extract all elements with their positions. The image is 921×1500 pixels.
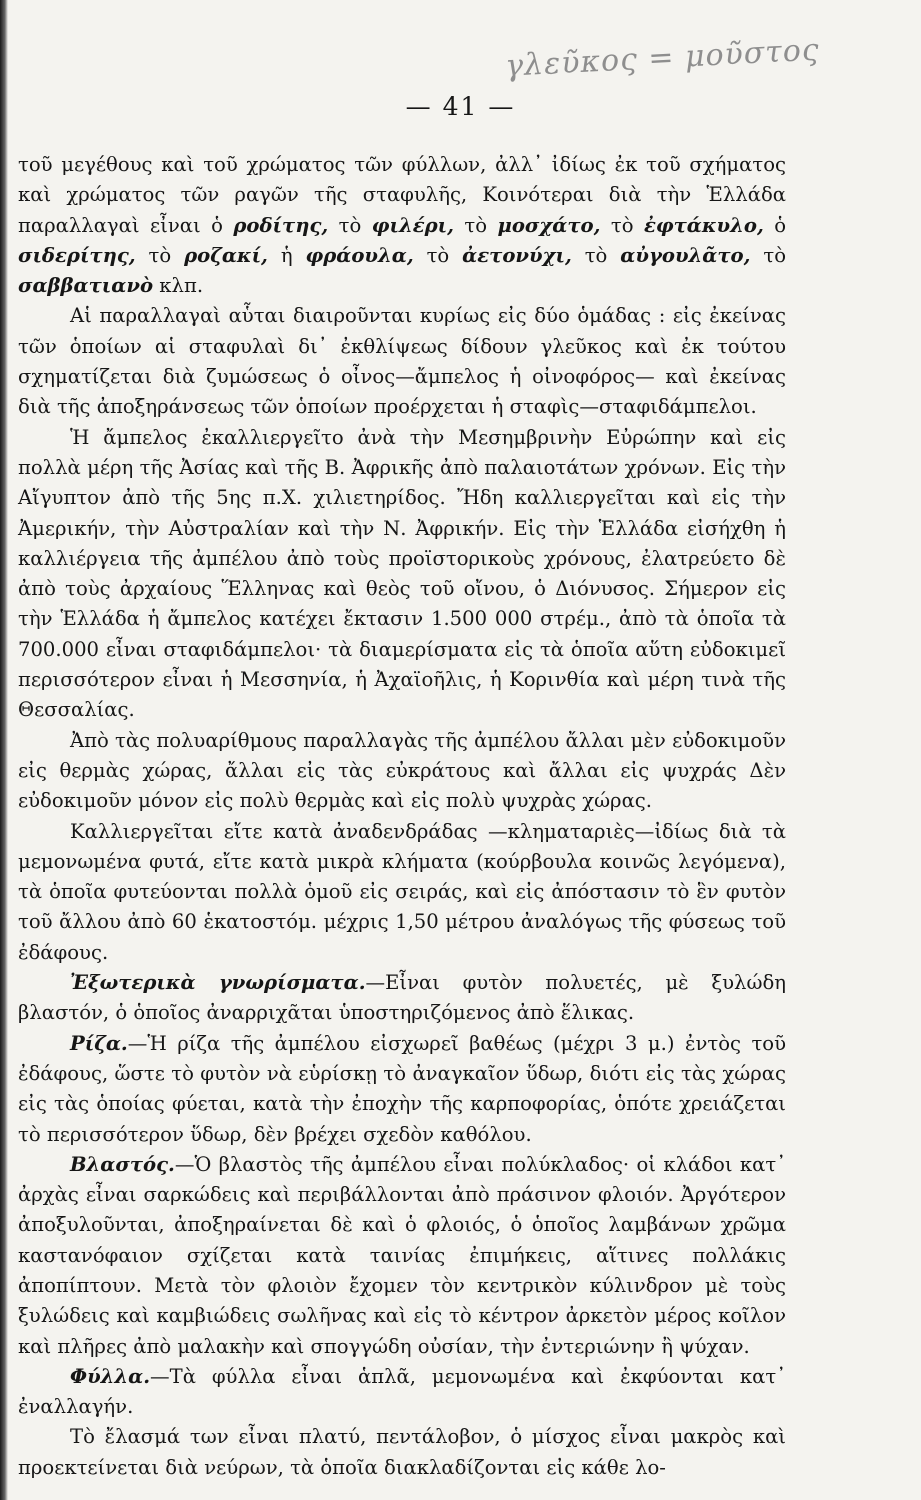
text-run: Ἡ ἄμπελος ἐκαλλιεργεῖτο ἀνὰ τὴν Μεσημβρινὴν Εὐρώπην καὶ εἰς πολλὰ μέρη τῆς Ἀσίας καὶ τῆς Β. Ἀφρικῆς ἀπὸ παλαιοτάτων χρόνων. Εἰς τὴν Αἴγυπτον ἀπὸ τῆς 5ης π.Χ. χιλιετηρίδος. Ἤδη καλλιεργεῖται καὶ εἰς τὴν Ἀμερικήν, τὴν Αὐστραλίαν καὶ τὴν Ν. Ἀφρικήν. Εἰς τὴν Ἑλλάδα εἰσήχθη ἡ καλλιέργεια τῆς ἀμπέλου ἀπὸ τοὺς προϊστορικοὺς χρόνους, ἐλατρεύετο δὲ ἀπὸ τοὺς ἀρχαίους Ἕλληνας καὶ θεὸς τοῦ οἴνου, ὁ Διόνυσος. Σήμερον εἰς τὴν Ἑλλάδα ἡ ἄμπελος κατέχει ἔκτασιν 1.500 000 στρέμ., ἀπὸ τὰ ὁποῖα τὰ 700.000 εἶναι σταφιδάμπελοι· τὰ διαμερίσματα εἰς τὰ ὁποῖα αὕτη εὐδοκιμεῖ περισσότερον εἶναι ἡ Μεσσηνία, ἡ Ἀχαϊοῆλις, ἡ Κορινθία καὶ μέρη τινὰ τῆς Θεσσαλίας. bbox=[18, 425, 786, 722]
text-run: Καλλιεργεῖται εἴτε κατὰ ἀναδενδράδας —κληματαριὲς—ἰδίως διὰ τὰ μεμονωμένα φυτά, εἴτε κατὰ μικρὰ κλήματα (κούρβουλα κοινῶς λεγόμενα), τὰ ὁποῖα φυτεύονται πολλὰ ὁμοῦ εἰς σειράς, καὶ εἰς ἀπόστασιν τὸ ἓν φυτὸν τοῦ ἄλλου ἀπὸ 60 ἑκατοστόμ. μέχρις 1,50 μέτρου ἀναλόγως τῆς φύσεως τοῦ ἐδάφους. bbox=[18, 819, 786, 964]
page-number: — 41 — bbox=[405, 92, 516, 121]
emphasized-term: σιδερίτης, bbox=[18, 243, 136, 267]
text-run: —Τὰ φύλλα εἶναι ἁπλᾶ, μεμονωμένα καὶ ἐκφύονται κατ᾽ ἐναλλαγήν. bbox=[18, 1364, 786, 1419]
emphasized-term: ροδίτης, bbox=[233, 213, 329, 237]
paragraph bbox=[18, 1422, 786, 1483]
paragraph bbox=[18, 301, 786, 422]
scan-edge-shadow bbox=[0, 0, 8, 1500]
text-run: τὸ bbox=[135, 243, 185, 267]
emphasized-term: Βλαστός. bbox=[70, 1152, 175, 1176]
text-run: Ἀπὸ τὰς πολυαρίθμους παραλλαγὰς τῆς ἀμπέλου ἄλλαι μὲν εὐδοκιμοῦν εἰς θερμὰς χώρας, ἄλλαι εἰς τὰς εὐκράτους καὶ ἄλλαι εἰς ψυχράς Δὲν εὐδοκιμοῦν μόνον εἰς πολὺ θερμὰς καὶ εἰς πολὺ ψυχρὰς χώρας. bbox=[18, 728, 786, 813]
paragraph bbox=[18, 423, 786, 726]
text-run: τοῦ μεγέθους καὶ τοῦ χρώματος τῶν φύλλων, ἀλλ᾽ ἰδίως ἐκ τοῦ σχήματος καὶ χρώματος τῶν ραγῶν τῆς σταφυλῆς, Κοινότεραι διὰ τὴν Ἑλλάδα παραλλαγαὶ εἶναι ὁ bbox=[18, 153, 786, 237]
text-run: —Ὁ βλαστὸς τῆς ἀμπέλου εἶναι πολύκλαδος· οἱ κλάδοι κατ᾽ ἀρχὰς εἶναι σαρκώδεις καὶ περιβάλλονται ἀπὸ πράσινον φλοιόν. Ἀργότερον ἀποξυλοῦνται, ἀποξηραίνεται δὲ καὶ ὁ φλοιός, ὁ ὁποῖος λαμβάνων χρῶμα καστανόφαιον σχίζεται κατὰ ταινίας ἐπιμήκεις, αἵτινες πολλάκις ἀποπίπτουν. Μετὰ τὸν φλοιὸν ἔχομεν τὸν κεντρικὸν κύλινδρον μὲ τοὺς ξυλώδεις καὶ καμβιώδεις σωλῆνας καὶ εἰς τὸ κέντρον ἀρκετὸν μέρος κοῖλον καὶ πλῆρες ἀπὸ μαλακὴν καὶ σπογγώδη οὐσίαν, τὴν ἐντεριώνην ἢ ψύχαν. bbox=[18, 1152, 786, 1358]
text-run: —Εἶναι φυτὸν πολυετές, μὲ ξυλώδη βλαστόν, ὁ ὁποῖος ἀναρριχᾶται ὑποστηριζόμενος ἀπὸ ἕλικας. bbox=[18, 971, 786, 1025]
emphasized-term: ἀετονύχι, bbox=[462, 243, 572, 267]
text-run: τὸ bbox=[453, 213, 498, 237]
body-text bbox=[18, 150, 786, 1483]
text-run: τὸ bbox=[600, 213, 644, 237]
emphasized-term: Ἐξωτερικὰ γνωρίσματα. bbox=[70, 971, 366, 995]
text-run: ἡ bbox=[267, 243, 306, 267]
emphasized-term: Ρίζα. bbox=[70, 1031, 128, 1055]
emphasized-term: φιλέρι, bbox=[371, 213, 454, 237]
paragraph bbox=[18, 1029, 786, 1150]
text-run: Αἱ παραλλαγαὶ αὗται διαιροῦνται κυρίως εἰς δύο ὁμάδας : εἰς ἐκείνας τῶν ὁποίων αἱ σταφυλαὶ δι᾽ ἐκθλίψεως δίδουν γλεῦκος καὶ ἐκ τούτου σχηματίζεται διὰ ζυμώσεως ὁ οἶνος—ἄμπελος ἡ οἰνοφόρος— καὶ ἐκείνας διὰ τῆς ἀποξηράνσεως τῶν ὁποίων προέρχεται ἡ σταφὶς—σταφιδάμπελοι. bbox=[18, 304, 786, 419]
emphasized-term: Φύλλα. bbox=[70, 1364, 151, 1388]
emphasized-term: ἐφτάκυλο, bbox=[643, 213, 764, 237]
paragraph bbox=[18, 968, 786, 1029]
text-run: κλπ. bbox=[153, 274, 204, 298]
text-run: τὸ bbox=[571, 243, 621, 267]
paragraph bbox=[18, 817, 786, 968]
text-run: Τὸ ἔλασμά των εἶναι πλατύ, πεντάλοβον, ὁ μίσχος εἶναι μακρὸς καὶ προεκτείνεται διὰ νεύρων, τὰ ὁποῖα διακλαδίζονται εἰς κάθε λο- bbox=[18, 1425, 786, 1479]
paragraph bbox=[18, 726, 786, 817]
emphasized-term: σαββατιανὸ bbox=[18, 274, 154, 298]
emphasized-term: μοσχάτο, bbox=[497, 213, 601, 237]
emphasized-term: αὐγουλᾶτο, bbox=[620, 243, 751, 267]
paragraph bbox=[18, 1362, 786, 1423]
text-run: ὁ bbox=[763, 213, 787, 237]
paragraph bbox=[18, 1150, 786, 1362]
paragraph bbox=[18, 150, 786, 301]
text-run: —Ἡ ρίζα τῆς ἀμπέλου εἰσχωρεῖ βαθέως (μέχρι 3 μ.) ἐντὸς τοῦ ἐδάφους, ὥστε τὸ φυτὸν νὰ εὑρίσκῃ τὸ ἀναγκαῖον ὕδωρ, διότι εἰς τὰς χώρας εἰς τὰς ὁποίας φύεται, κατὰ τὴν ἐποχὴν τῆς καρποφορίας, ὁπότε χρειάζεται τὸ περισσότερον ὕδωρ, δὲν βρέχει σχεδὸν καθόλου. bbox=[18, 1031, 786, 1146]
handwritten-note: γλεῦκος = μοῦστος bbox=[504, 32, 821, 84]
text-run: τὸ bbox=[413, 243, 463, 267]
emphasized-term: ροζακί, bbox=[184, 243, 268, 267]
text-run: τὸ bbox=[750, 243, 787, 267]
text-run: τὸ bbox=[328, 213, 372, 237]
emphasized-term: φράουλα, bbox=[305, 243, 414, 267]
